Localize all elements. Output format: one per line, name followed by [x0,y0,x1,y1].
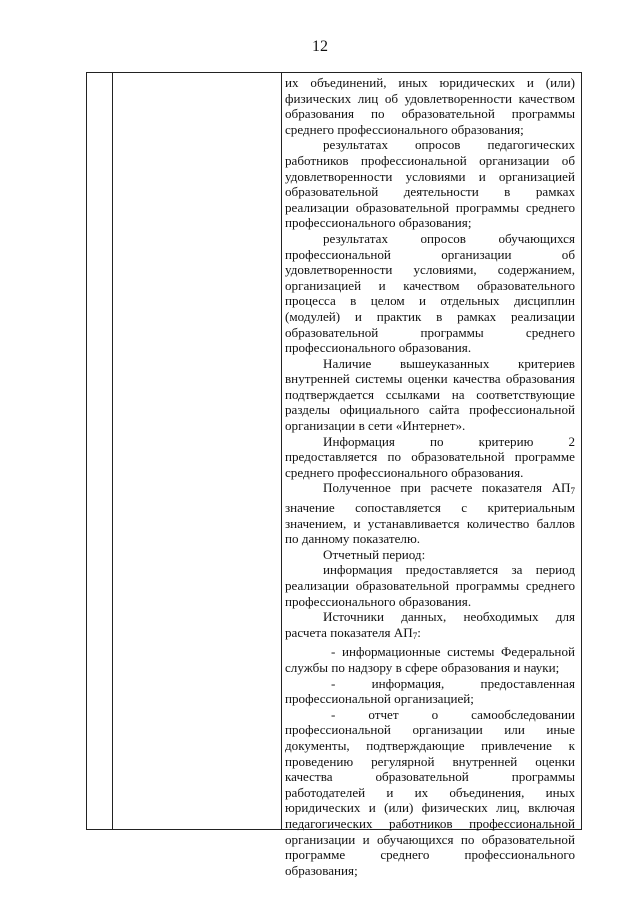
description-cell [285,75,575,878]
criteria-table [86,72,582,878]
list-item: - информация, предоставленная профессиональной организацией; [285,675,575,707]
table-column-divider [281,73,282,829]
paragraph: информация предоставляется за период реализации образовательной программы среднего профессионального образования. [285,562,575,609]
paragraph: результатах опросов обучающихся профессиональной организации об удовлетворенности условиями, содержанием, организацией и качеством образовательного процесса в целом и отдельных дисциплин (модулей) и практик в рамках реализации образовательной программы среднего профессионального образования. [285,230,575,356]
table-column-divider [112,73,113,829]
list-item: - отчет о самообследовании профессиональной организации или иные документы, подтверждающие привлечение к проведению регулярной внутренней оценки качества образовательной программы работодателей и их объединения, иных юридических и (или) физических лиц, включая педагогических работников профессиональной организации и обучающихся по образовательной программе среднего профессионального образования; [285,706,575,878]
paragraph-tail: : [417,624,421,640]
paragraph: результатах опросов педагогических работников профессиональной организации об удовлетворенности условиями и организацией образовательной деятельности в рамках реализации образовательной программы среднего профессионального образования; [285,137,575,231]
paragraph: Информация по критерию 2 предоставляется по образовательной программе среднего профессионального образования. [285,433,575,480]
paragraph-continuation: значение сопоставляется с критериальным значением, и устанавливается количество баллов по данному показателю. [285,500,575,547]
paragraph: Отчетный период: [323,546,426,562]
paragraph-continuation: расчета показателя АП [285,624,413,640]
page-number: 12 [312,38,328,55]
paragraph-lead: Источники данных, необходимых для [323,609,575,625]
paragraph [285,609,575,644]
subscript: 7 [412,630,418,641]
paragraph [285,480,575,546]
list-item: - информационные системы Федеральной службы по надзору в сфере образования и науки; [285,644,575,675]
paragraph: Наличие вышеуказанных критериев внутренней системы оценки качества образования подтверждается ссылками на соответствующие разделы официального сайта профессиональной организации в сети «Интернет». [285,355,575,434]
subscript: 7 [570,486,575,497]
paragraph-lead: Полученное при расчете показателя АП [323,480,571,496]
paragraph: их объединений, иных юридических и (или) физических лиц об удовлетворенности качеством образования по образовательной программы среднего профессионального образования; [285,75,575,137]
